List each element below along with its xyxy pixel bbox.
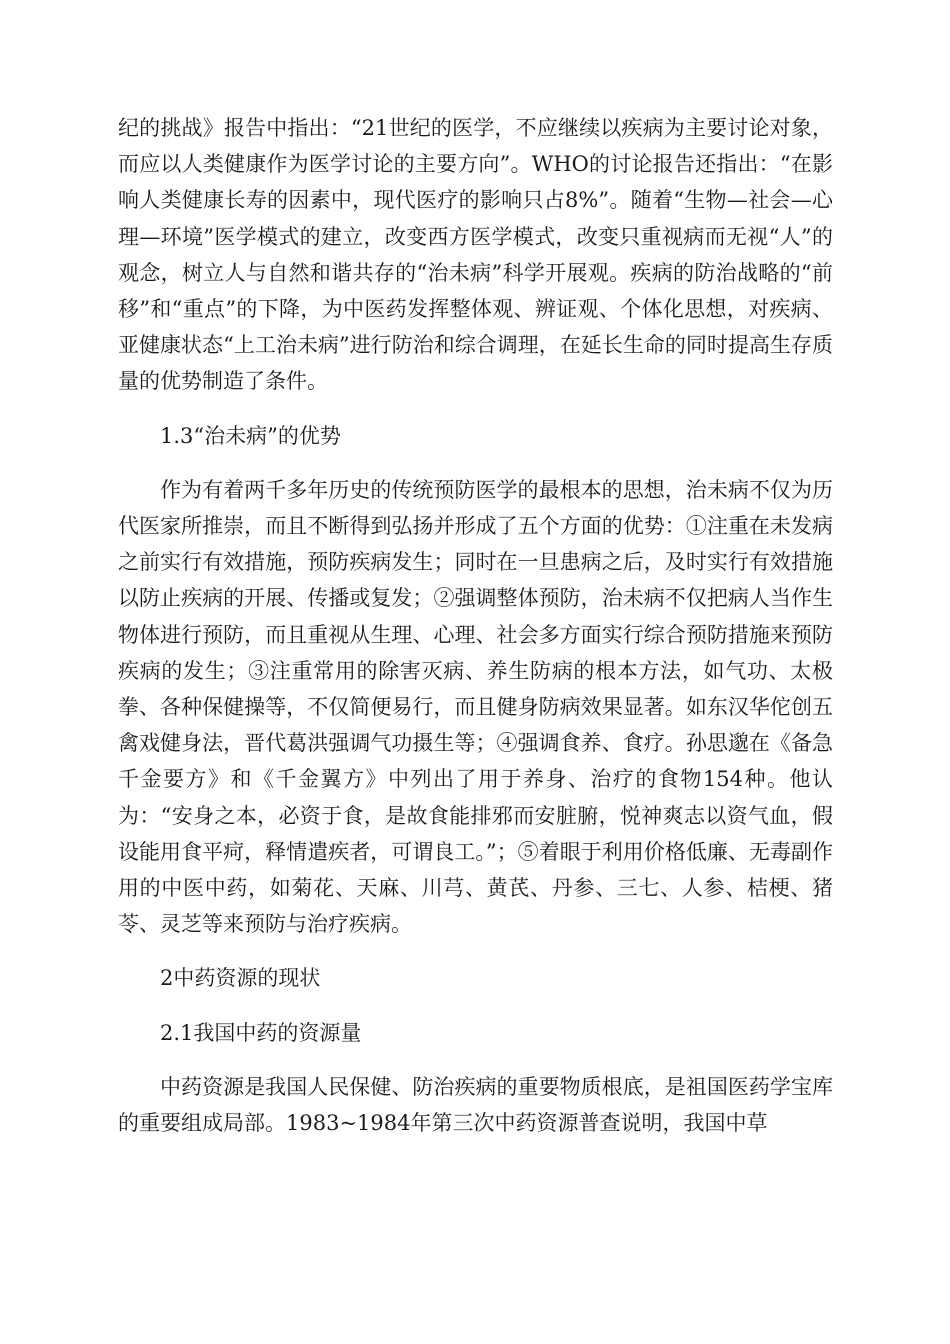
section-heading-2: 2中药资源的现状	[160, 966, 321, 991]
section-heading-1-3: 1.3“治未病”的优势	[160, 423, 341, 448]
section-heading-2-1: 2.1我国中药的资源量	[160, 1020, 362, 1045]
paragraph-advantages: 作为有着两千多年历史的传统预防医学的最根本的思想，治未病不仅为历代医家所推崇，而且不断得到弘扬并形成了五个方面的优势：①注重在未发病之前实行有效措施，预防疾病发生；同时在一旦患病之后，及时实行有效措施以防止疾病的开展、传播或复发；②强调整体预防，治未病不仅把病人当作生物体进行预防，而且重视从生理、心理、社会多方面实行综合预防措施来预防疾病的发生；③注重常用的除害灭病、养生防病的根本方法，如气功、太极拳、各种保健操等，不仅简便易行，而且健身防病效果显著。如东汉华佗创五禽戏健身法，晋代葛洪强调气功摄生等；④强调食养、食疗。孙思邈在《备急千金要方》和《千金翼方》中列出了用于养身、治疗的食物154种。他认为：“安身之本，必资于食，是故食能排邪而安脏腑，悦神爽志以资气血，假设能用食平疴，释情遣疾者，可谓良工。”；⑤着眼于利用价格低廉、无毒副作用的中医中药，如菊花、天麻、川芎、黄芪、丹参、三七、人参、桔梗、猪苓、灵芝等来预防与治疗疾病。	[118, 477, 833, 937]
document-page	[118, 110, 833, 1141]
paragraph-resources: 中药资源是我国人民保健、防治疾病的重要物质根底，是祖国医药学宝库的重要组成局部。1983~1984年第三次中药资源普查说明，我国中草	[118, 1074, 833, 1136]
paragraph-continuation: 纪的挑战》报告中指出：“21世纪的医学，不应继续以疾病为主要讨论对象，而应以人类健康作为医学讨论的主要方向”。WHO的讨论报告还指出：“在影响人类健康长寿的因素中，现代医疗的影响只占8%”。随着“生物—社会—心理—环境”医学模式的建立，改变西方医学模式，改变只重视病而无视“人”的观念，树立人与自然和谐共存的“治未病”科学开展观。疾病的防治战略的“前移”和“重点”的下降，为中医药发挥整体观、辨证观、个体化思想，对疾病、亚健康状态“上工治未病”进行防治和综合调理，在延长生命的同时提高生存质量的优势制造了条件。	[118, 116, 833, 394]
